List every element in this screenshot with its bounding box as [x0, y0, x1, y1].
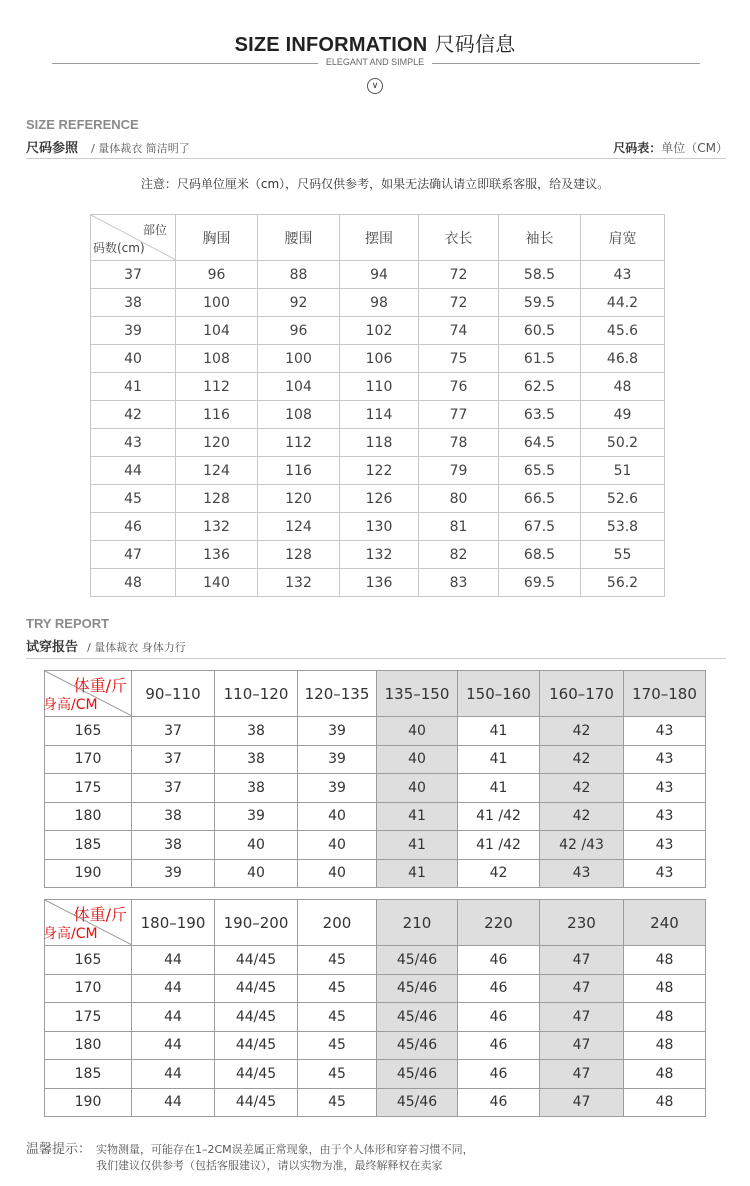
recommended-size-cell: 45 [298, 1003, 377, 1032]
size-table-corner-cell [91, 215, 176, 261]
recommended-size-cell: 41 [458, 717, 540, 746]
measurement-cell: 81 [419, 513, 499, 541]
recommended-size-cell: 45/46 [377, 946, 458, 975]
page-title [0, 28, 750, 57]
size-cell: 42 [91, 401, 176, 429]
recommended-size-cell: 48 [624, 1060, 706, 1089]
recommended-size-cell: 39 [215, 802, 298, 831]
try-table-header-row [45, 900, 706, 946]
footer-tip-line-1: 实物测量，可能存在1–2CM误差属正常现象，由于个人体形和穿着习惯不同， [96, 1143, 474, 1156]
height-cell: 180 [45, 1031, 132, 1060]
measurement-cell: 79 [419, 457, 499, 485]
measurement-cell: 114 [340, 401, 419, 429]
recommended-size-cell: 41 /42 [458, 831, 540, 860]
table-row [91, 485, 665, 513]
table-row [45, 974, 706, 1003]
size-reference-divider [26, 158, 726, 159]
try-report-divider [26, 658, 726, 659]
measurement-cell: 67.5 [499, 513, 581, 541]
size-cell: 47 [91, 541, 176, 569]
measurement-cell: 48 [581, 373, 665, 401]
measurement-cell: 100 [258, 345, 340, 373]
measurement-cell: 132 [340, 541, 419, 569]
measurement-cell: 55 [581, 541, 665, 569]
size-cell: 43 [91, 429, 176, 457]
measurement-cell: 82 [419, 541, 499, 569]
measurement-cell: 72 [419, 289, 499, 317]
try-report-heading-zh: 试穿报告 [26, 640, 79, 655]
measurement-cell: 92 [258, 289, 340, 317]
recommended-size-cell: 39 [298, 745, 377, 774]
measurement-cell: 112 [258, 429, 340, 457]
measurement-cell: 44.2 [581, 289, 665, 317]
try-table-header-row [45, 671, 706, 717]
table-row [91, 513, 665, 541]
measurement-cell: 78 [419, 429, 499, 457]
recommended-size-cell: 45 [298, 1031, 377, 1060]
measurement-cell: 132 [176, 513, 258, 541]
size-cell: 46 [91, 513, 176, 541]
height-axis-label: 身高/CM [43, 697, 98, 713]
measurement-cell: 62.5 [499, 373, 581, 401]
size-reference-heading-en: SIZE REFERENCE [26, 117, 139, 132]
size-table-header-row [91, 215, 665, 261]
measurement-cell: 128 [258, 541, 340, 569]
recommended-size-cell: 47 [540, 1003, 624, 1032]
measurement-cell: 45.6 [581, 317, 665, 345]
recommended-size-cell: 41 [458, 774, 540, 803]
recommended-size-cell: 43 [624, 859, 706, 888]
recommended-size-cell: 38 [132, 831, 215, 860]
measurement-cell: 118 [340, 429, 419, 457]
recommended-size-cell: 44/45 [215, 1003, 298, 1032]
measurement-cell: 66.5 [499, 485, 581, 513]
weight-axis-label: 体重/斤 [73, 905, 127, 924]
table-row [45, 1031, 706, 1060]
recommended-size-cell: 43 [624, 802, 706, 831]
recommended-size-cell: 41 [458, 745, 540, 774]
recommended-size-cell: 46 [458, 946, 540, 975]
recommended-size-cell: 44 [132, 1031, 215, 1060]
recommended-size-cell: 43 [624, 717, 706, 746]
recommended-size-cell: 45 [298, 974, 377, 1003]
unit-label [613, 139, 728, 156]
weight-range-header: 110–120 [215, 671, 298, 717]
measurement-cell: 122 [340, 457, 419, 485]
table-row [91, 569, 665, 597]
recommended-size-cell: 45/46 [377, 1060, 458, 1089]
measurement-cell: 75 [419, 345, 499, 373]
size-cell: 45 [91, 485, 176, 513]
table-row [91, 289, 665, 317]
recommended-size-cell: 44 [132, 1003, 215, 1032]
recommended-size-cell: 42 [540, 774, 624, 803]
measurement-cell: 108 [176, 345, 258, 373]
table-row [91, 261, 665, 289]
height-cell: 170 [45, 974, 132, 1003]
recommended-size-cell: 45 [298, 1088, 377, 1117]
table-row [91, 429, 665, 457]
weight-range-header: 230 [540, 900, 624, 946]
size-table-column-header: 腰围 [258, 215, 340, 261]
measurement-cell: 69.5 [499, 569, 581, 597]
size-cell: 37 [91, 261, 176, 289]
unit-label-title: 尺码表： [613, 141, 662, 155]
measurement-cell: 116 [258, 457, 340, 485]
measurement-cell: 120 [258, 485, 340, 513]
try-report-table-1 [44, 670, 706, 888]
measurement-cell: 126 [340, 485, 419, 513]
height-cell: 190 [45, 1088, 132, 1117]
size-cell: 41 [91, 373, 176, 401]
table-row [45, 1003, 706, 1032]
weight-range-header: 90–110 [132, 671, 215, 717]
recommended-size-cell: 42 [458, 859, 540, 888]
size-reference-heading [26, 137, 190, 156]
recommended-size-cell: 41 [377, 831, 458, 860]
recommended-size-cell: 47 [540, 946, 624, 975]
recommended-size-cell: 40 [298, 802, 377, 831]
recommended-size-cell: 43 [624, 774, 706, 803]
recommended-size-cell: 47 [540, 974, 624, 1003]
corner-label-part: 部位 [142, 223, 167, 237]
measurement-cell: 112 [176, 373, 258, 401]
weight-range-header: 220 [458, 900, 540, 946]
table-row [91, 401, 665, 429]
recommended-size-cell: 47 [540, 1060, 624, 1089]
measurement-cell: 136 [176, 541, 258, 569]
table-row [45, 946, 706, 975]
recommended-size-cell: 45/46 [377, 974, 458, 1003]
size-table-column-header: 肩宽 [581, 215, 665, 261]
weight-range-header: 240 [624, 900, 706, 946]
recommended-size-cell: 43 [624, 831, 706, 860]
measurement-cell: 128 [176, 485, 258, 513]
measurement-cell: 124 [176, 457, 258, 485]
recommended-size-cell: 42 [540, 745, 624, 774]
recommended-size-cell: 44 [132, 946, 215, 975]
footer-tip-line-2: 我们建议仅供参考（包括客服建议），请以实物为准，最终解释权在卖家 [96, 1159, 443, 1172]
recommended-size-cell: 40 [298, 831, 377, 860]
recommended-size-cell: 43 [624, 745, 706, 774]
size-reference-heading-zh: 尺码参照 [26, 141, 79, 156]
recommended-size-cell: 41 [377, 859, 458, 888]
measurement-cell: 50.2 [581, 429, 665, 457]
table-row [45, 859, 706, 888]
measurement-cell: 88 [258, 261, 340, 289]
measurement-cell: 72 [419, 261, 499, 289]
try-table-corner-cell [45, 671, 132, 717]
height-cell: 190 [45, 859, 132, 888]
recommended-size-cell: 39 [132, 859, 215, 888]
height-axis-label: 身高/CM [43, 926, 98, 942]
weight-range-header: 190–200 [215, 900, 298, 946]
measurement-cell: 65.5 [499, 457, 581, 485]
recommended-size-cell: 44/45 [215, 946, 298, 975]
recommended-size-cell: 47 [540, 1031, 624, 1060]
try-report-heading-en: TRY REPORT [26, 616, 110, 631]
table-row [91, 541, 665, 569]
measurement-cell: 120 [176, 429, 258, 457]
recommended-size-cell: 45 [298, 1060, 377, 1089]
height-cell: 170 [45, 745, 132, 774]
measurement-cell: 116 [176, 401, 258, 429]
measurement-cell: 46.8 [581, 345, 665, 373]
recommended-size-cell: 39 [298, 774, 377, 803]
recommended-size-cell: 44 [132, 1060, 215, 1089]
weight-axis-label: 体重/斤 [73, 676, 127, 695]
recommended-size-cell: 45/46 [377, 1088, 458, 1117]
recommended-size-cell: 38 [215, 717, 298, 746]
measurement-cell: 60.5 [499, 317, 581, 345]
table-row [45, 831, 706, 860]
size-table-column-header: 摆围 [340, 215, 419, 261]
measurement-cell: 102 [340, 317, 419, 345]
measurement-cell: 51 [581, 457, 665, 485]
recommended-size-cell: 44 [132, 974, 215, 1003]
measurement-cell: 96 [176, 261, 258, 289]
measurement-cell: 124 [258, 513, 340, 541]
height-cell: 180 [45, 802, 132, 831]
size-reference-table [90, 214, 665, 597]
height-cell: 165 [45, 717, 132, 746]
measurement-cell: 140 [176, 569, 258, 597]
recommended-size-cell: 39 [298, 717, 377, 746]
height-cell: 175 [45, 774, 132, 803]
measurement-cell: 53.8 [581, 513, 665, 541]
measurement-cell: 61.5 [499, 345, 581, 373]
size-table-column-header: 袖长 [499, 215, 581, 261]
measurement-cell: 136 [340, 569, 419, 597]
measurement-cell: 106 [340, 345, 419, 373]
table-row [45, 717, 706, 746]
recommended-size-cell: 48 [624, 946, 706, 975]
recommended-size-cell: 46 [458, 974, 540, 1003]
recommended-size-cell: 45/46 [377, 1003, 458, 1032]
size-notice: 注意：尺码单位厘米（cm），尺码仅供参考，如果无法确认请立即联系客服，给及建议。 [140, 177, 610, 191]
measurement-cell: 43 [581, 261, 665, 289]
measurement-cell: 52.6 [581, 485, 665, 513]
size-reference-subheading: / 量体裁衣 简洁明了 [91, 142, 190, 155]
try-report-heading [26, 636, 186, 655]
recommended-size-cell: 44/45 [215, 1031, 298, 1060]
measurement-cell: 132 [258, 569, 340, 597]
recommended-size-cell: 44/45 [215, 1060, 298, 1089]
recommended-size-cell: 45 [298, 946, 377, 975]
measurement-cell: 68.5 [499, 541, 581, 569]
table-row [91, 373, 665, 401]
recommended-size-cell: 44 [132, 1088, 215, 1117]
recommended-size-cell: 46 [458, 1003, 540, 1032]
size-cell: 39 [91, 317, 176, 345]
try-report-subheading: / 量体裁衣 身体力行 [87, 641, 186, 654]
measurement-cell: 64.5 [499, 429, 581, 457]
weight-range-header: 120–135 [298, 671, 377, 717]
recommended-size-cell: 44/45 [215, 1088, 298, 1117]
size-table-column-header: 胸围 [176, 215, 258, 261]
measurement-cell: 56.2 [581, 569, 665, 597]
recommended-size-cell: 40 [377, 774, 458, 803]
recommended-size-cell: 37 [132, 774, 215, 803]
recommended-size-cell: 40 [215, 859, 298, 888]
recommended-size-cell: 44/45 [215, 974, 298, 1003]
measurement-cell: 80 [419, 485, 499, 513]
measurement-cell: 63.5 [499, 401, 581, 429]
weight-range-header: 170–180 [624, 671, 706, 717]
corner-label-size: 码数(cm) [93, 241, 145, 255]
table-row [45, 802, 706, 831]
table-row [91, 457, 665, 485]
recommended-size-cell: 38 [215, 774, 298, 803]
table-row [91, 317, 665, 345]
recommended-size-cell: 48 [624, 1088, 706, 1117]
chevron-down-circle-icon: ∨ [367, 78, 383, 94]
recommended-size-cell: 48 [624, 1031, 706, 1060]
measurement-cell: 76 [419, 373, 499, 401]
size-cell: 40 [91, 345, 176, 373]
table-row [45, 1088, 706, 1117]
size-cell: 48 [91, 569, 176, 597]
recommended-size-cell: 40 [377, 717, 458, 746]
recommended-size-cell: 45/46 [377, 1031, 458, 1060]
weight-range-header: 160–170 [540, 671, 624, 717]
size-table-column-header: 衣长 [419, 215, 499, 261]
recommended-size-cell: 42 [540, 802, 624, 831]
weight-range-header: 135–150 [377, 671, 458, 717]
measurement-cell: 74 [419, 317, 499, 345]
recommended-size-cell: 48 [624, 974, 706, 1003]
recommended-size-cell: 37 [132, 717, 215, 746]
measurement-cell: 77 [419, 401, 499, 429]
size-cell: 38 [91, 289, 176, 317]
recommended-size-cell: 41 [377, 802, 458, 831]
measurement-cell: 110 [340, 373, 419, 401]
recommended-size-cell: 47 [540, 1088, 624, 1117]
recommended-size-cell: 40 [215, 831, 298, 860]
page-title-en: SIZE INFORMATION [234, 34, 428, 56]
recommended-size-cell: 48 [624, 1003, 706, 1032]
recommended-size-cell: 38 [215, 745, 298, 774]
measurement-cell: 83 [419, 569, 499, 597]
measurement-cell: 104 [258, 373, 340, 401]
weight-range-header: 200 [298, 900, 377, 946]
try-report-table-2 [44, 899, 706, 1117]
height-cell: 175 [45, 1003, 132, 1032]
recommended-size-cell: 46 [458, 1088, 540, 1117]
recommended-size-cell: 42 [540, 717, 624, 746]
recommended-size-cell: 38 [132, 802, 215, 831]
page-title-zh: 尺码信息 [434, 32, 516, 56]
measurement-cell: 100 [176, 289, 258, 317]
recommended-size-cell: 40 [377, 745, 458, 774]
recommended-size-cell: 46 [458, 1060, 540, 1089]
size-cell: 44 [91, 457, 176, 485]
page-subtitle: ELEGANT AND SIMPLE [325, 57, 425, 67]
table-row [45, 774, 706, 803]
recommended-size-cell: 41 /42 [458, 802, 540, 831]
measurement-cell: 94 [340, 261, 419, 289]
table-row [91, 345, 665, 373]
measurement-cell: 108 [258, 401, 340, 429]
measurement-cell: 96 [258, 317, 340, 345]
table-row [45, 745, 706, 774]
height-cell: 165 [45, 946, 132, 975]
recommended-size-cell: 40 [298, 859, 377, 888]
measurement-cell: 49 [581, 401, 665, 429]
table-row [45, 1060, 706, 1089]
height-cell: 185 [45, 1060, 132, 1089]
measurement-cell: 58.5 [499, 261, 581, 289]
measurement-cell: 130 [340, 513, 419, 541]
unit-label-value: 单位（CM） [661, 141, 728, 155]
recommended-size-cell: 46 [458, 1031, 540, 1060]
weight-range-header: 180–190 [132, 900, 215, 946]
recommended-size-cell: 42 /43 [540, 831, 624, 860]
try-table-corner-cell [45, 900, 132, 946]
measurement-cell: 98 [340, 289, 419, 317]
measurement-cell: 59.5 [499, 289, 581, 317]
weight-range-header: 210 [377, 900, 458, 946]
height-cell: 185 [45, 831, 132, 860]
recommended-size-cell: 37 [132, 745, 215, 774]
recommended-size-cell: 43 [540, 859, 624, 888]
footer-tip-label: 温馨提示： [26, 1142, 92, 1157]
measurement-cell: 104 [176, 317, 258, 345]
weight-range-header: 150–160 [458, 671, 540, 717]
